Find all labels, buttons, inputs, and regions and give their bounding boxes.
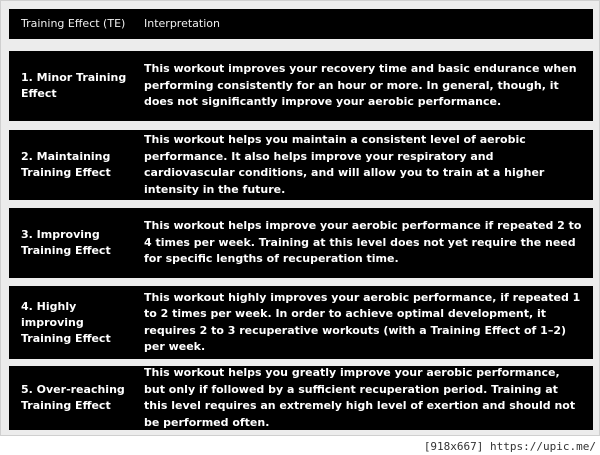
training-effect-label: 1. Minor Training Effect	[21, 71, 127, 100]
training-effect-label: 2. Maintaining Training Effect	[21, 150, 111, 179]
table-header-row	[9, 9, 593, 39]
table-row	[9, 130, 593, 200]
training-effect-label: 5. Over-reaching Training Effect	[21, 383, 125, 412]
training-effect-label: 3. Improving Training Effect	[21, 228, 111, 257]
interpretation-text: This workout helps improve your aerobic performance if repeated 2 to 4 times per week. Training at this level does not yet require the need for specific lengths of recuperation time.	[144, 219, 582, 266]
table-row	[9, 366, 593, 430]
interpretation-text: This workout highly improves your aerobic performance, if repeated 1 to 2 times per week. In order to achieve optimal development, it requires 2 to 3 recuperative workouts (with a Training Effect of 1–2) per week.	[144, 290, 581, 353]
training-effect-label: 4. Highly improving Training Effect	[21, 299, 111, 345]
interpretation-text: This workout helps you maintain a consistent level of aerobic performance. It also helps improve your respiratory and cardiovascular conditions, and will allow you to train at a higher intensity in the future.	[144, 133, 545, 196]
interpretation-text: This workout helps you greatly improve your aerobic performance, but only if followed by a sufficient recuperation period. Training at this level requires an extremely high level of exertion and should not be performed often.	[144, 366, 576, 429]
image-watermark: [918x667] https://upic.me/	[423, 440, 596, 453]
header-interpretation: Interpretation	[144, 17, 220, 30]
header-training-effect: Training Effect (TE)	[21, 17, 126, 30]
table-row	[9, 208, 593, 278]
interpretation-text: This workout improves your recovery time and basic endurance when performing consistently for an hour or more. In general, though, it does not significantly improve your aerobic performance.	[144, 62, 577, 109]
table-row	[9, 286, 593, 359]
table-row	[9, 51, 593, 121]
